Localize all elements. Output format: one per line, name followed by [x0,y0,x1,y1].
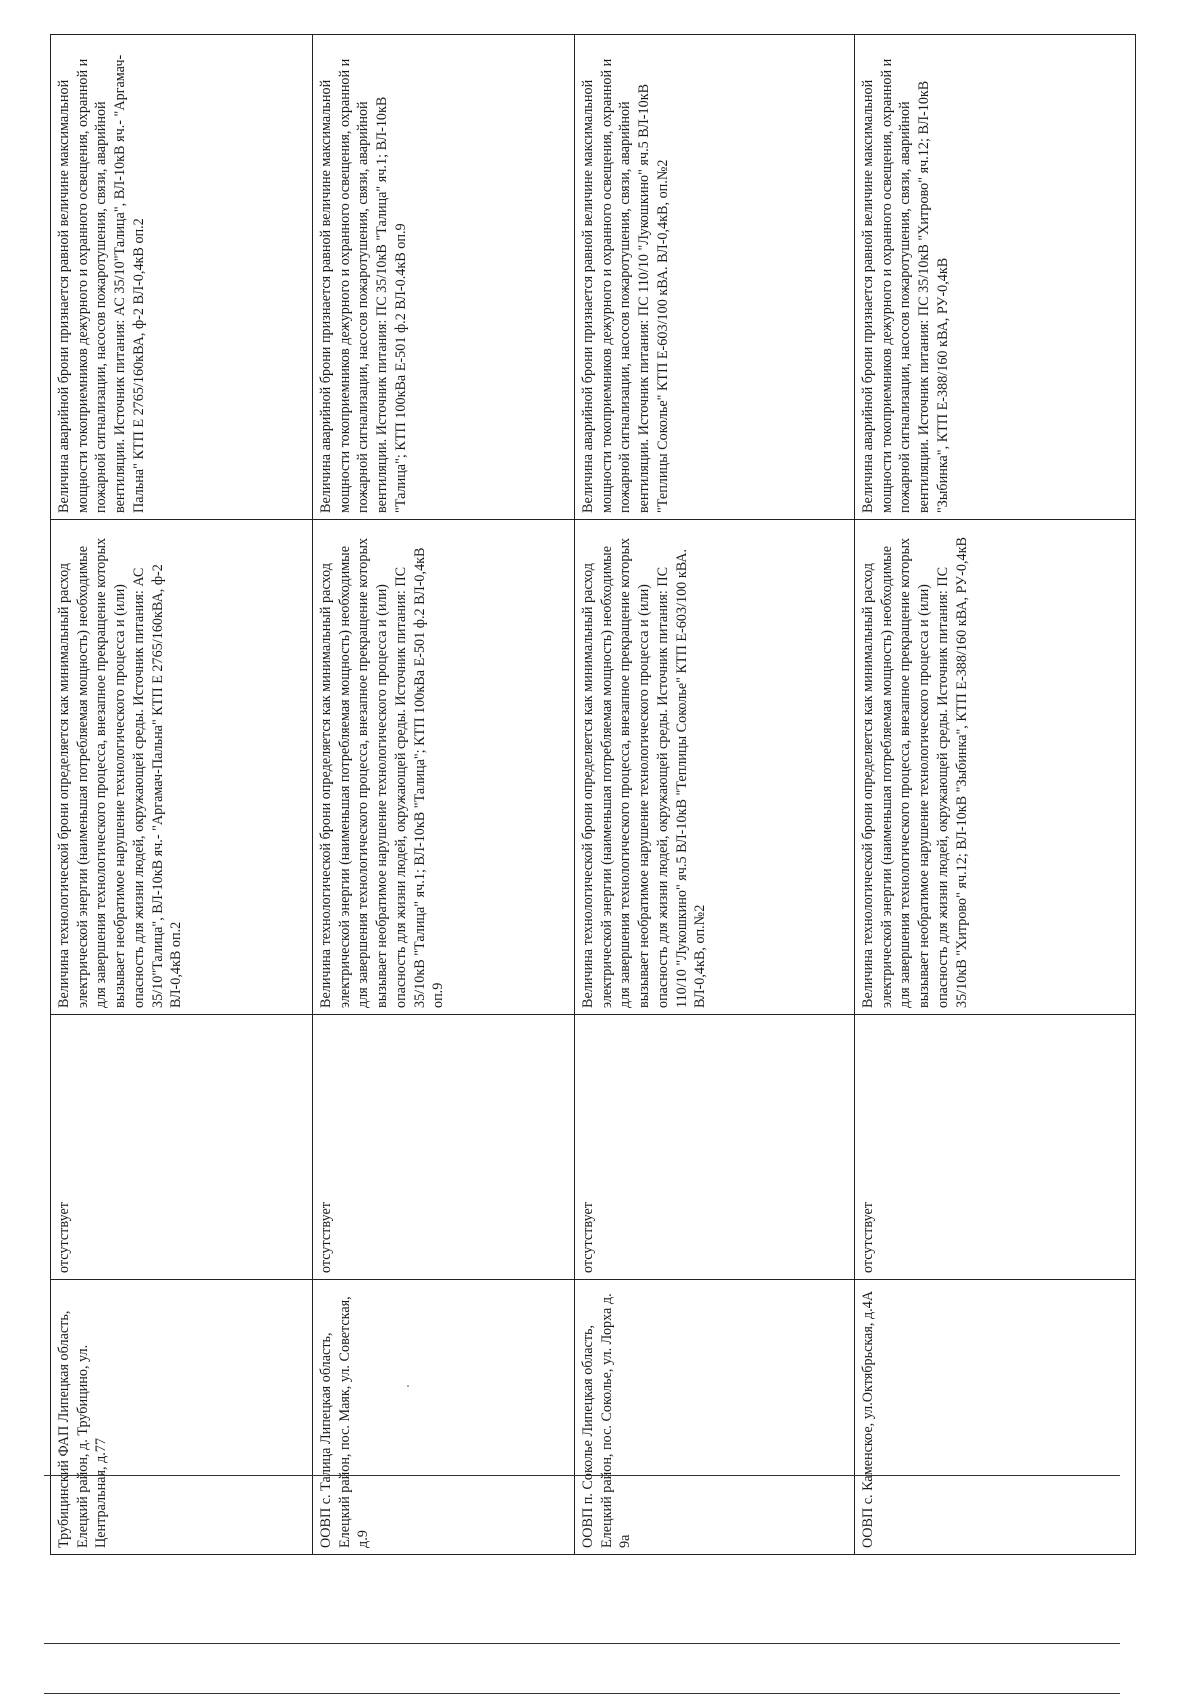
table-row [51,35,313,1555]
scan-speck [407,1385,409,1387]
tech-reserve-cell: Величина технологической брони определяется как минимальный расход электрической энергии (наименьшая потребляемая мощность) необходимые для завершения технологического процесса, внезапное прекращение которых вызывает необратимое нарушение технологического процесса и (или) опасность для жизни людей, окружающей среды. Источник питания: ПС 35/10кВ "Хитрово" яч.12; ВЛ-10кВ "Зыбинка", КТП Е-388/160 кВА, РУ-0,4кВ [855,520,1136,1015]
divider-line [44,1643,1120,1644]
rotated-table-frame [50,35,1135,1555]
divider-line [44,1475,1120,1476]
emergency-reserve-cell: Величина аварийной брони признается равной величине максимальной мощности токоприемников дежурного и охранного освещения, охранной и пожарной сигнализации, насосов пожаротушения, связи, аварийной вентиляции. Источник питания: ПС 35/10кВ "Хитрово" яч.12; ВЛ-10кВ "Зыбинка", КТП Е-388/160 кВА, РУ-0,4кВ [855,35,1136,520]
rotated-table-content [50,35,1135,1555]
divider-line [44,1693,1120,1694]
category-cell: отсутствует [575,1015,855,1280]
emergency-reserve-cell: Величина аварийной брони признается равной величине максимальной мощности токоприемников дежурного и охранного освещения, охранной и пожарной сигнализации, насосов пожаротушения, связи, аварийной вентиляции. Источник питания: ПС 110/10 "Лукошкино" яч.5 ВЛ-10кВ "Теплицы Соколье" КТП Е-603/100 кВА. ВЛ-0,4кВ, оп.№2 [575,35,855,520]
reserve-table [50,34,1136,1555]
table-row [855,35,1136,1555]
address-cell: ООВП п. Соколье Липецкая область, Елецкий район, пос. Соколье, ул. Лорха д. 9а [575,1280,855,1555]
address-cell: Трубицинский ФАП Липецкая область, Елецкий район, д. Трубицино, ул. Центральная, д.77 [51,1280,313,1555]
category-cell: отсутствует [313,1015,575,1280]
table-row [575,35,855,1555]
emergency-reserve-cell: Величина аварийной брони признается равной величине максимальной мощности токоприемников дежурного и охранного освещения, охранной и пожарной сигнализации, насосов пожаротушения, связи, аварийной вентиляции. Источник питания: АС 35/10"Талица", ВЛ-10кВ яч.- "Аргамач-Пальна" КТП Е 2765/160кВА, ф-2 ВЛ-0,4кВ оп.2 [51,35,313,520]
category-cell: отсутствует [855,1015,1136,1280]
table-row [313,35,575,1555]
category-cell: отсутствует [51,1015,313,1280]
emergency-reserve-cell: Величина аварийной брони признается равной величине максимальной мощности токоприемников дежурного и охранного освещения, охранной и пожарной сигнализации, насосов пожаротушения, связи, аварийной вентиляции. Источник питания: ПС 35/10кВ "Талица" яч.1; ВЛ-10кВ "Талица"; КТП 100кВа Е-501 ф.2 ВЛ-0.4кВ оп.9 [313,35,575,520]
address-cell: ООВП с. Талица Липецкая область, Елецкий район, пос. Маяк, ул. Советская, д.9 [313,1280,575,1555]
tech-reserve-cell: Величина технологической брони определяется как минимальный расход электрической энергии (наименьшая потребляемая мощность) необходимые для завершения технологического процесса, внезапное прекращение которых вызывает необратимое нарушение технологического процесса и (или) опасность для жизни людей, окружающей среды. Источник питания: АС 35/10"Талица", ВЛ-10кВ яч.- "Аргамач-Пальна" КТП Е 2765/160кВА, ф-2 ВЛ-0,4кВ оп.2 [51,520,313,1015]
tech-reserve-cell: Величина технологической брони определяется как минимальный расход электрической энергии (наименьшая потребляемая мощность) необходимые для завершения технологического процесса, внезапное прекращение которых вызывает необратимое нарушение технологического процесса и (или) опасность для жизни людей, окружающей среды. Источник питания: ПС 35/10кВ "Талица" яч.1; ВЛ-10кВ "Талица"; КТП 100кВа Е-501 ф.2 ВЛ-0,4кВ оп.9 [313,520,575,1015]
tech-reserve-cell: Величина технологической брони определяется как минимальный расход электрической энергии (наименьшая потребляемая мощность) необходимые для завершения технологического процесса, внезапное прекращение которых вызывает необратимое нарушение технологического процесса и (или) опасность для жизни людей, окружающей среды. Источник питания: ПС 110/10 "Лукошкино" яч.5 ВЛ-10кВ "Теплицы Соколье" КТП Е-603/100 кВА. ВЛ-0,4кВ, оп.№2 [575,520,855,1015]
address-cell: ООВП с. Каменское, ул.Октябрьская, д.4А [855,1280,1136,1555]
